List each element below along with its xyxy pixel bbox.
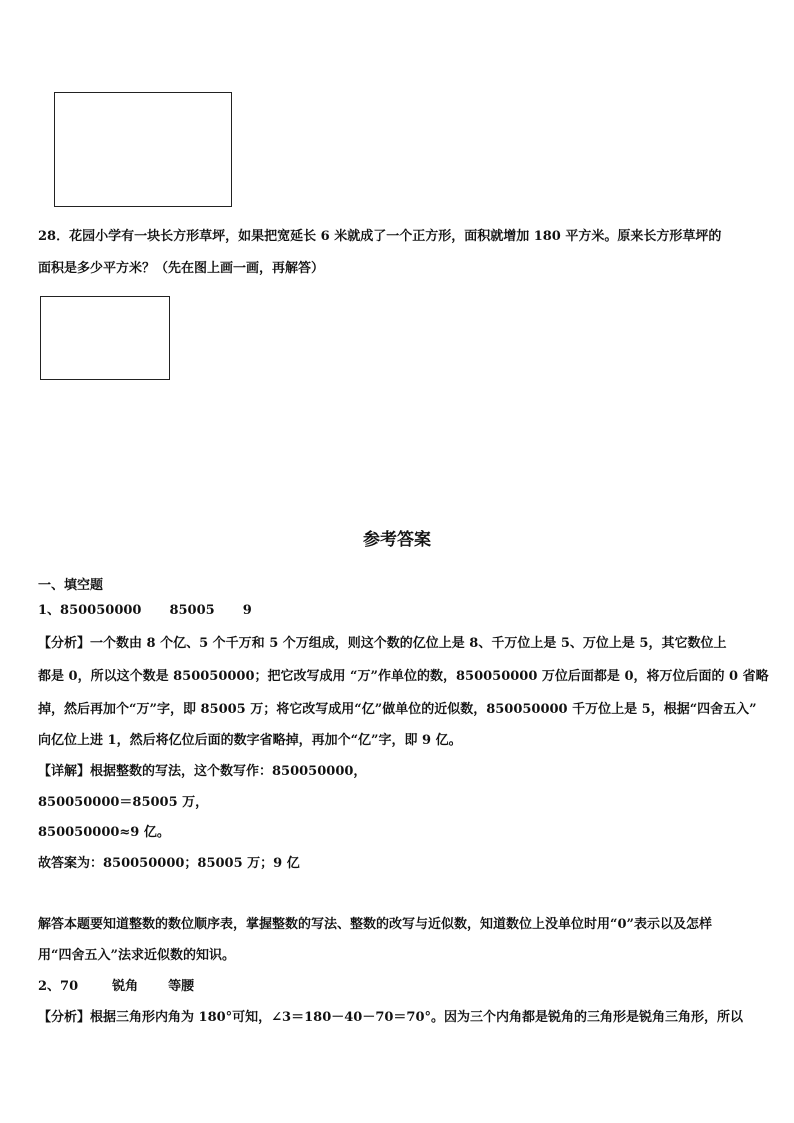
answer-2-line — [38, 979, 194, 995]
answer-2-value-1: 2、70 — [38, 979, 79, 994]
answer-1-value-1: 1、850050000 — [38, 603, 142, 618]
answers-title: 参考答案 — [363, 530, 431, 550]
answer-1-detail-line: 850050000＝85005 万， — [38, 795, 209, 810]
answer-1-line — [38, 603, 252, 619]
lawn-rectangle-drawing — [40, 296, 170, 380]
answer-2-analysis-line: 【分析】根据三角形内角为 180°可知，∠3＝180－40－70＝70°。因为三个内角都是锐角的三角形是锐角三角形，所以 — [38, 1010, 744, 1025]
drawing-box-previous — [54, 92, 232, 207]
answer-2-value-3: 等腰 — [168, 979, 195, 994]
answer-1-summary-line: 解答本题要知道整数的数位顺序表，掌握整数的写法、整数的改写与近似数，知道数位上没单位时用“0”表示以及怎样 — [38, 917, 713, 932]
answer-1-analysis-line: 都是 0，所以这个数是 850050000；把它改写成用 “万”作单位的数，850050000 万位后面都是 0，将万位后面的 0 省略 — [38, 669, 769, 684]
question-28-line-2: 面积是多少平方米？（先在图上画一画，再解答） — [38, 261, 325, 276]
question-28-line-1: 28．花园小学有一块长方形草坪，如果把宽延长 6 米就成了一个正方形，面积就增加 180 平方米。原来长方形草坪的 — [38, 229, 722, 244]
section-heading: 一、填空题 — [38, 578, 104, 593]
answer-1-detail-line: 【详解】根据整数的写法，这个数写作：850050000， — [38, 764, 367, 779]
answer-1-detail-line: 故答案为：850050000；85005 万；9 亿 — [38, 856, 300, 871]
answer-1-summary-line: 用“四舍五入”法求近似数的知识。 — [38, 948, 235, 963]
answer-1-analysis-line: 向亿位上进 1，然后将亿位后面的数字省略掉，再加个“亿”字，即 9 亿。 — [38, 733, 462, 748]
answer-1-value-2: 85005 — [169, 603, 215, 618]
answer-2-value-2: 锐角 — [112, 979, 139, 994]
answer-1-analysis-line: 【分析】一个数由 8 个亿、5 个千万和 5 个万组成，则这个数的亿位上是 8、千万位上是 5、万位上是 5，其它数位上 — [38, 636, 727, 651]
answer-1-value-3: 9 — [242, 603, 252, 618]
answer-1-analysis-line: 掉，然后再加个“万”字，即 85005 万；将它改写成用“亿”做单位的近似数，850050000 千万位上是 5，根据“四舍五入” — [38, 702, 757, 717]
answer-1-detail-line: 850050000≈9 亿。 — [38, 825, 170, 840]
